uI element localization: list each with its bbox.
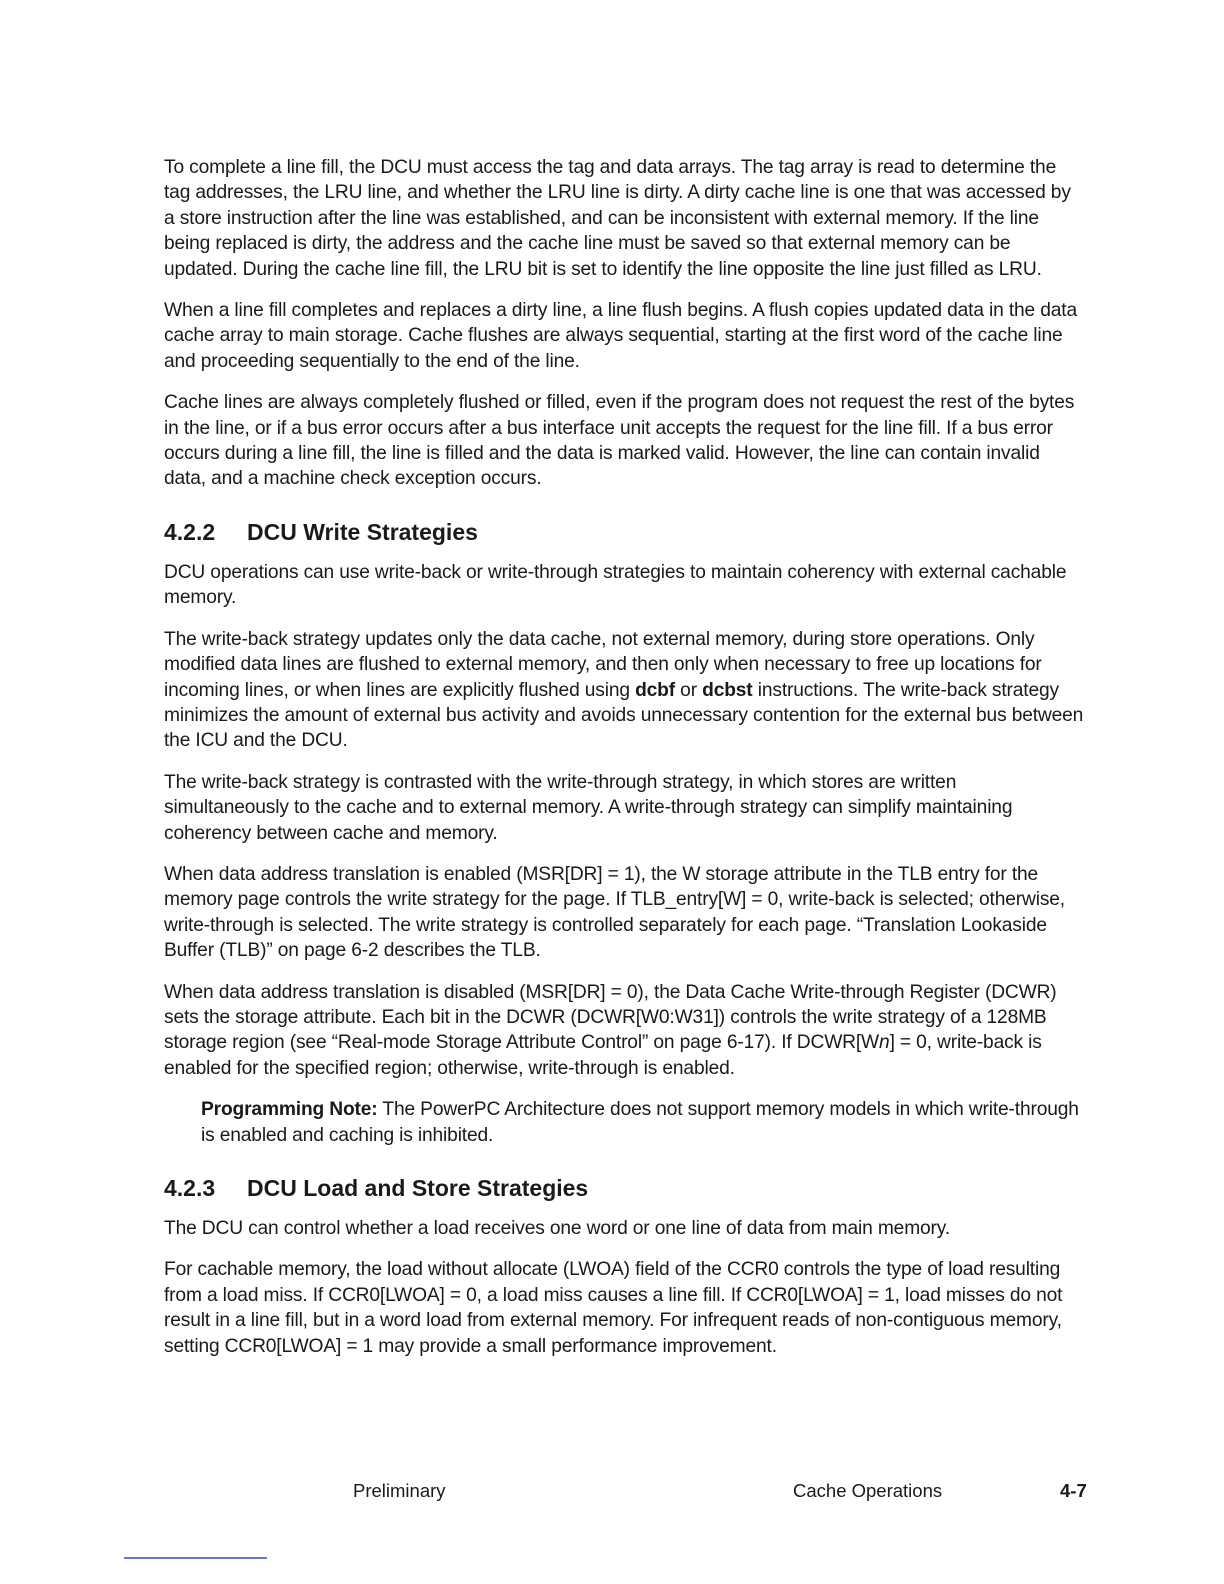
divider-line xyxy=(124,1557,267,1559)
italic-variable: n xyxy=(879,1032,890,1054)
paragraph-translation-enabled: When data address translation is enabled (MSR[DR] = 1), the W storage attribute in the TLB entry for the memory page controls the write strategy for the page. If TLB_entry[W] = 0, write-back is selected; otherwise, write-through is selected. The write strategy is controlled separately for each page. “Translation Lookaside Buffer (TLB)” on page 6-2 describes the TLB. xyxy=(164,863,1065,962)
paragraph-cache-lines: Cache lines are always completely flushed or filled, even if the program does not request the rest of the bytes in the line, or if a bus error occurs after a bus interface unit accepts the request for the line fill. If a bus error occurs during a line fill, the line is filled and the data is marked valid. However, the line can contain invalid data, and a machine check exception occurs. xyxy=(164,392,1075,490)
programming-note xyxy=(201,1097,1084,1148)
text-run: instructions. The write-back strategy minimizes the amount of external bus activity and avoids unnecessary contention for the external bus between the ICU and the DCU. xyxy=(164,679,1084,752)
section-title: DCU Load and Store Strategies xyxy=(247,1175,589,1201)
footer-chapter: Cache Operations xyxy=(793,1480,943,1501)
page-number: 4-7 xyxy=(1060,1480,1087,1501)
instruction-dcbf: dcbf xyxy=(635,679,675,701)
paragraph-write-strategies-intro: DCU operations can use write-back or write-through strategies to maintain coherency with external cachable memory. xyxy=(164,561,1067,609)
section-heading-write-strategies xyxy=(164,518,1084,546)
footer-status: Preliminary xyxy=(353,1480,446,1501)
paragraph-translation-disabled xyxy=(164,980,1084,1082)
paragraph-line-fill: To complete a line fill, the DCU must access the tag and data arrays. The tag array is read to determine the tag addresses, the LRU line, and whether the LRU line is dirty. A dirty cache line is one that was accessed by a store instruction after the line was established, and can be inconsistent with external memory. If the line being replaced is dirty, the address and the cache line must be saved so that external memory can be updated. During the cache line fill, the LRU bit is set to identify the line opposite the line just filled as LRU. xyxy=(164,157,1071,280)
section-number: 4.2.2 xyxy=(164,518,216,545)
text-run: The write-back strategy updates only the data cache, not external memory, during store operations. Only modified data lines are flushed to external memory, and then only when necessary to free up locations for incoming lines, or when lines are explicitly flushed using xyxy=(164,628,1042,701)
section-title: DCU Write Strategies xyxy=(247,518,478,545)
paragraph-load-store-intro: The DCU can control whether a load receives one word or one line of data from main memory. xyxy=(164,1218,950,1239)
paragraph-lwoa: For cachable memory, the load without allocate (LWOA) field of the CCR0 controls the type of load resulting from a load miss. If CCR0[LWOA] = 0, a load miss causes a line fill. If CCR0[LWOA] = 1, load misses do not result in a line fill, but in a word load from external memory. For infrequent reads of non-contiguous memory, setting CCR0[LWOA] = 1 may provide a small performance improvement. xyxy=(164,1259,1063,1357)
instruction-dcbst: dcbst xyxy=(702,679,753,701)
note-text: The PowerPC Architecture does not support memory models in which write-through is enabled and caching is inhibited. xyxy=(201,1099,1079,1146)
paragraph-write-through: The write-back strategy is contrasted with the write-through strategy, in which stores are written simultaneously to the cache and to external memory. A write-through strategy can simplify maintaining coherency between cache and memory. xyxy=(164,771,1013,844)
text-run: or xyxy=(675,679,703,701)
page-content xyxy=(164,155,1084,1375)
text-run: When data address translation is disabled (MSR[DR] = 0), the Data Cache Write-through Register (DCWR) sets the storage attribute. Each bit in the DCWR (DCWR[W0:W31]) controls the write strategy of a 128MB storage region (see “Real-mode Storage Attribute Control” on page 6-17). If DCWR[W xyxy=(164,981,1057,1054)
text-run: ] = 0, write-back is enabled for the specified region; otherwise, write-through is enabled. xyxy=(164,1032,1042,1079)
paragraph-line-flush: When a line fill completes and replaces a dirty line, a line flush begins. A flush copies updated data in the data cache array to main storage. Cache flushes are always sequential, starting at the first word of the cache line and proceeding sequentially to the end of the line. xyxy=(164,300,1078,372)
section-heading-load-store-strategies xyxy=(164,1174,1084,1202)
section-number: 4.2.3 xyxy=(164,1175,216,1201)
paragraph-write-back xyxy=(164,627,1084,754)
note-label: Programming Note: xyxy=(201,1099,378,1121)
